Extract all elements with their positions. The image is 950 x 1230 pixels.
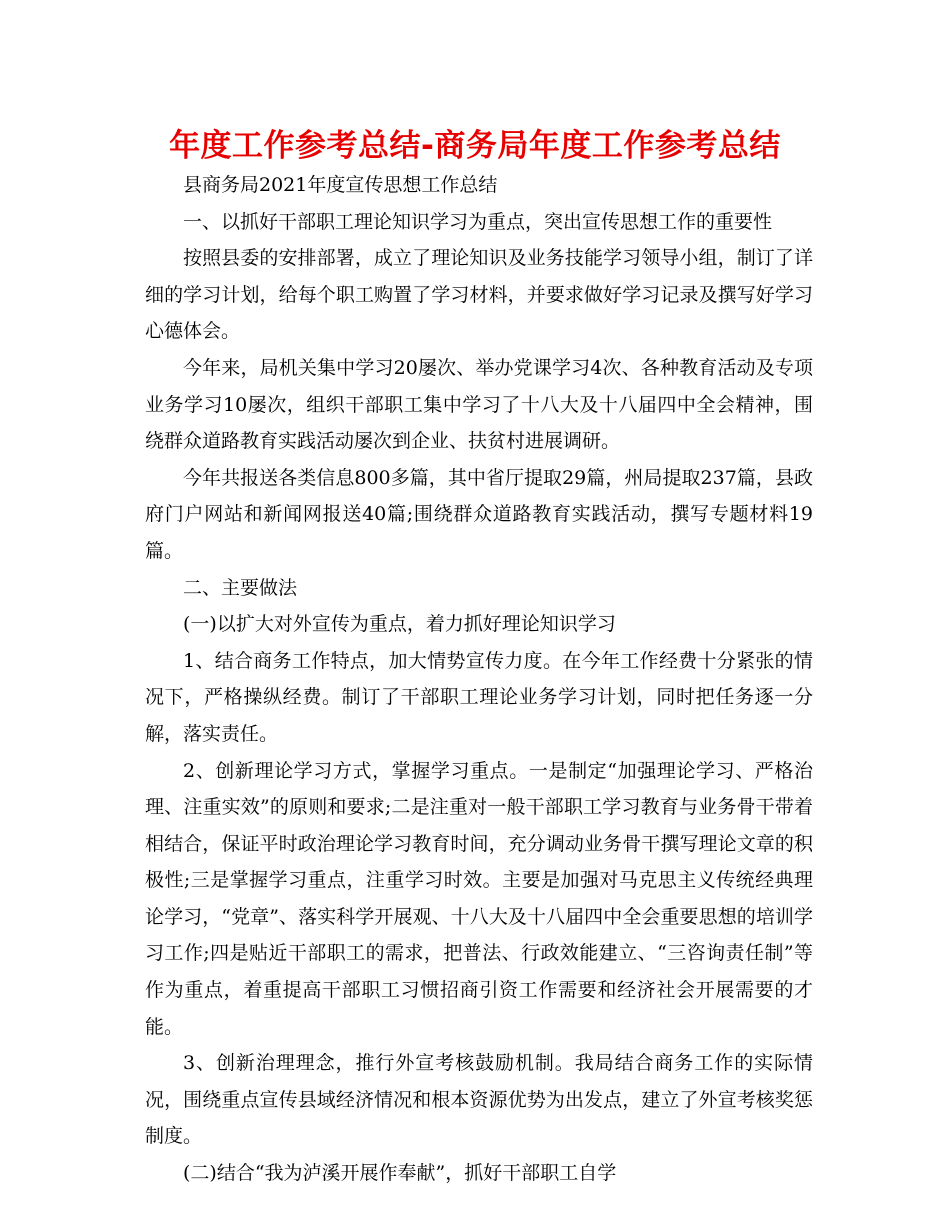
document-title: 年度工作参考总结-商务局年度工作参考总结 <box>169 128 781 164</box>
body-paragraph: 3、创新治理理念，推行外宣考核鼓励机制。我局结合商务工作的实际情况，围绕重点宣传县域经济情况和根本资源优势为出发点，建立了外宣考核奖惩制度。 <box>145 1052 813 1148</box>
subsection-heading-1: (一)以扩大对外宣传为重点，着力抓好理论知识学习 <box>183 613 616 636</box>
body-paragraph: 今年共报送各类信息800多篇，其中省厅提取29篇，州局提取237篇，县政府门户网站和新闻网报送40篇;围绕群众道路教育实践活动，撰写专题材料19篇。 <box>145 466 813 562</box>
body-paragraph: 今年来，局机关集中学习20屡次、举办党课学习4次、各种教育活动及专项业务学习10屡次，组织干部职工集中学习了十八大及十八届四中全会精神，围绕群众道路教育实践活动屡次到企业、扶贫村进展调研。 <box>145 356 813 453</box>
document-body <box>145 167 813 1192</box>
subtitle-paragraph: 县商务局2021年度宣传思想工作总结 <box>183 174 498 196</box>
body-paragraph: 2、创新理论学习方式，掌握学习重点。一是制定“加强理论学习、严格治理、注重实效”的原则和要求;二是注重对一般干部职工学习教育与业务骨干带着相结合，保证平时政治理论学习教育时间，充分调动业务骨干撰写理论文章的积极性;三是掌握学习重点，注重学习时效。主要是加强对马克思主义传统经典理论学习，“党章”、落实科学开展观、十八大及十八届四中全会重要思想的培训学习工作;四是贴近干部职工的需求，把普法、行政效能建立、“三咨询责任制”等作为重点，着重提高干部职工习惯招商引资工作需要和经济社会开展需要的才能。 <box>145 759 813 1038</box>
section-heading-1: 一、以抓好干部职工理论知识学习为重点，突出宣传思想工作的重要性 <box>183 210 773 233</box>
section-heading-2: 二、主要做法 <box>183 576 298 599</box>
body-paragraph: 1、结合商务工作特点，加大情势宣传力度。在今年工作经费十分紧张的情况下，严格操纵经费。制订了干部职工理论业务学习计划，同时把任务逐一分解，落实责任。 <box>145 649 813 745</box>
body-paragraph: 按照县委的安排部署，成立了理论知识及业务技能学习领导小组，制订了详细的学习计划，给每个职工购置了学习材料，并要求做好学习记录及撰写好学习心德体会。 <box>145 247 813 343</box>
subsection-heading-2: (二)结合“我为泸溪开展作奉献”，抓好干部职工自学 <box>183 1162 617 1185</box>
